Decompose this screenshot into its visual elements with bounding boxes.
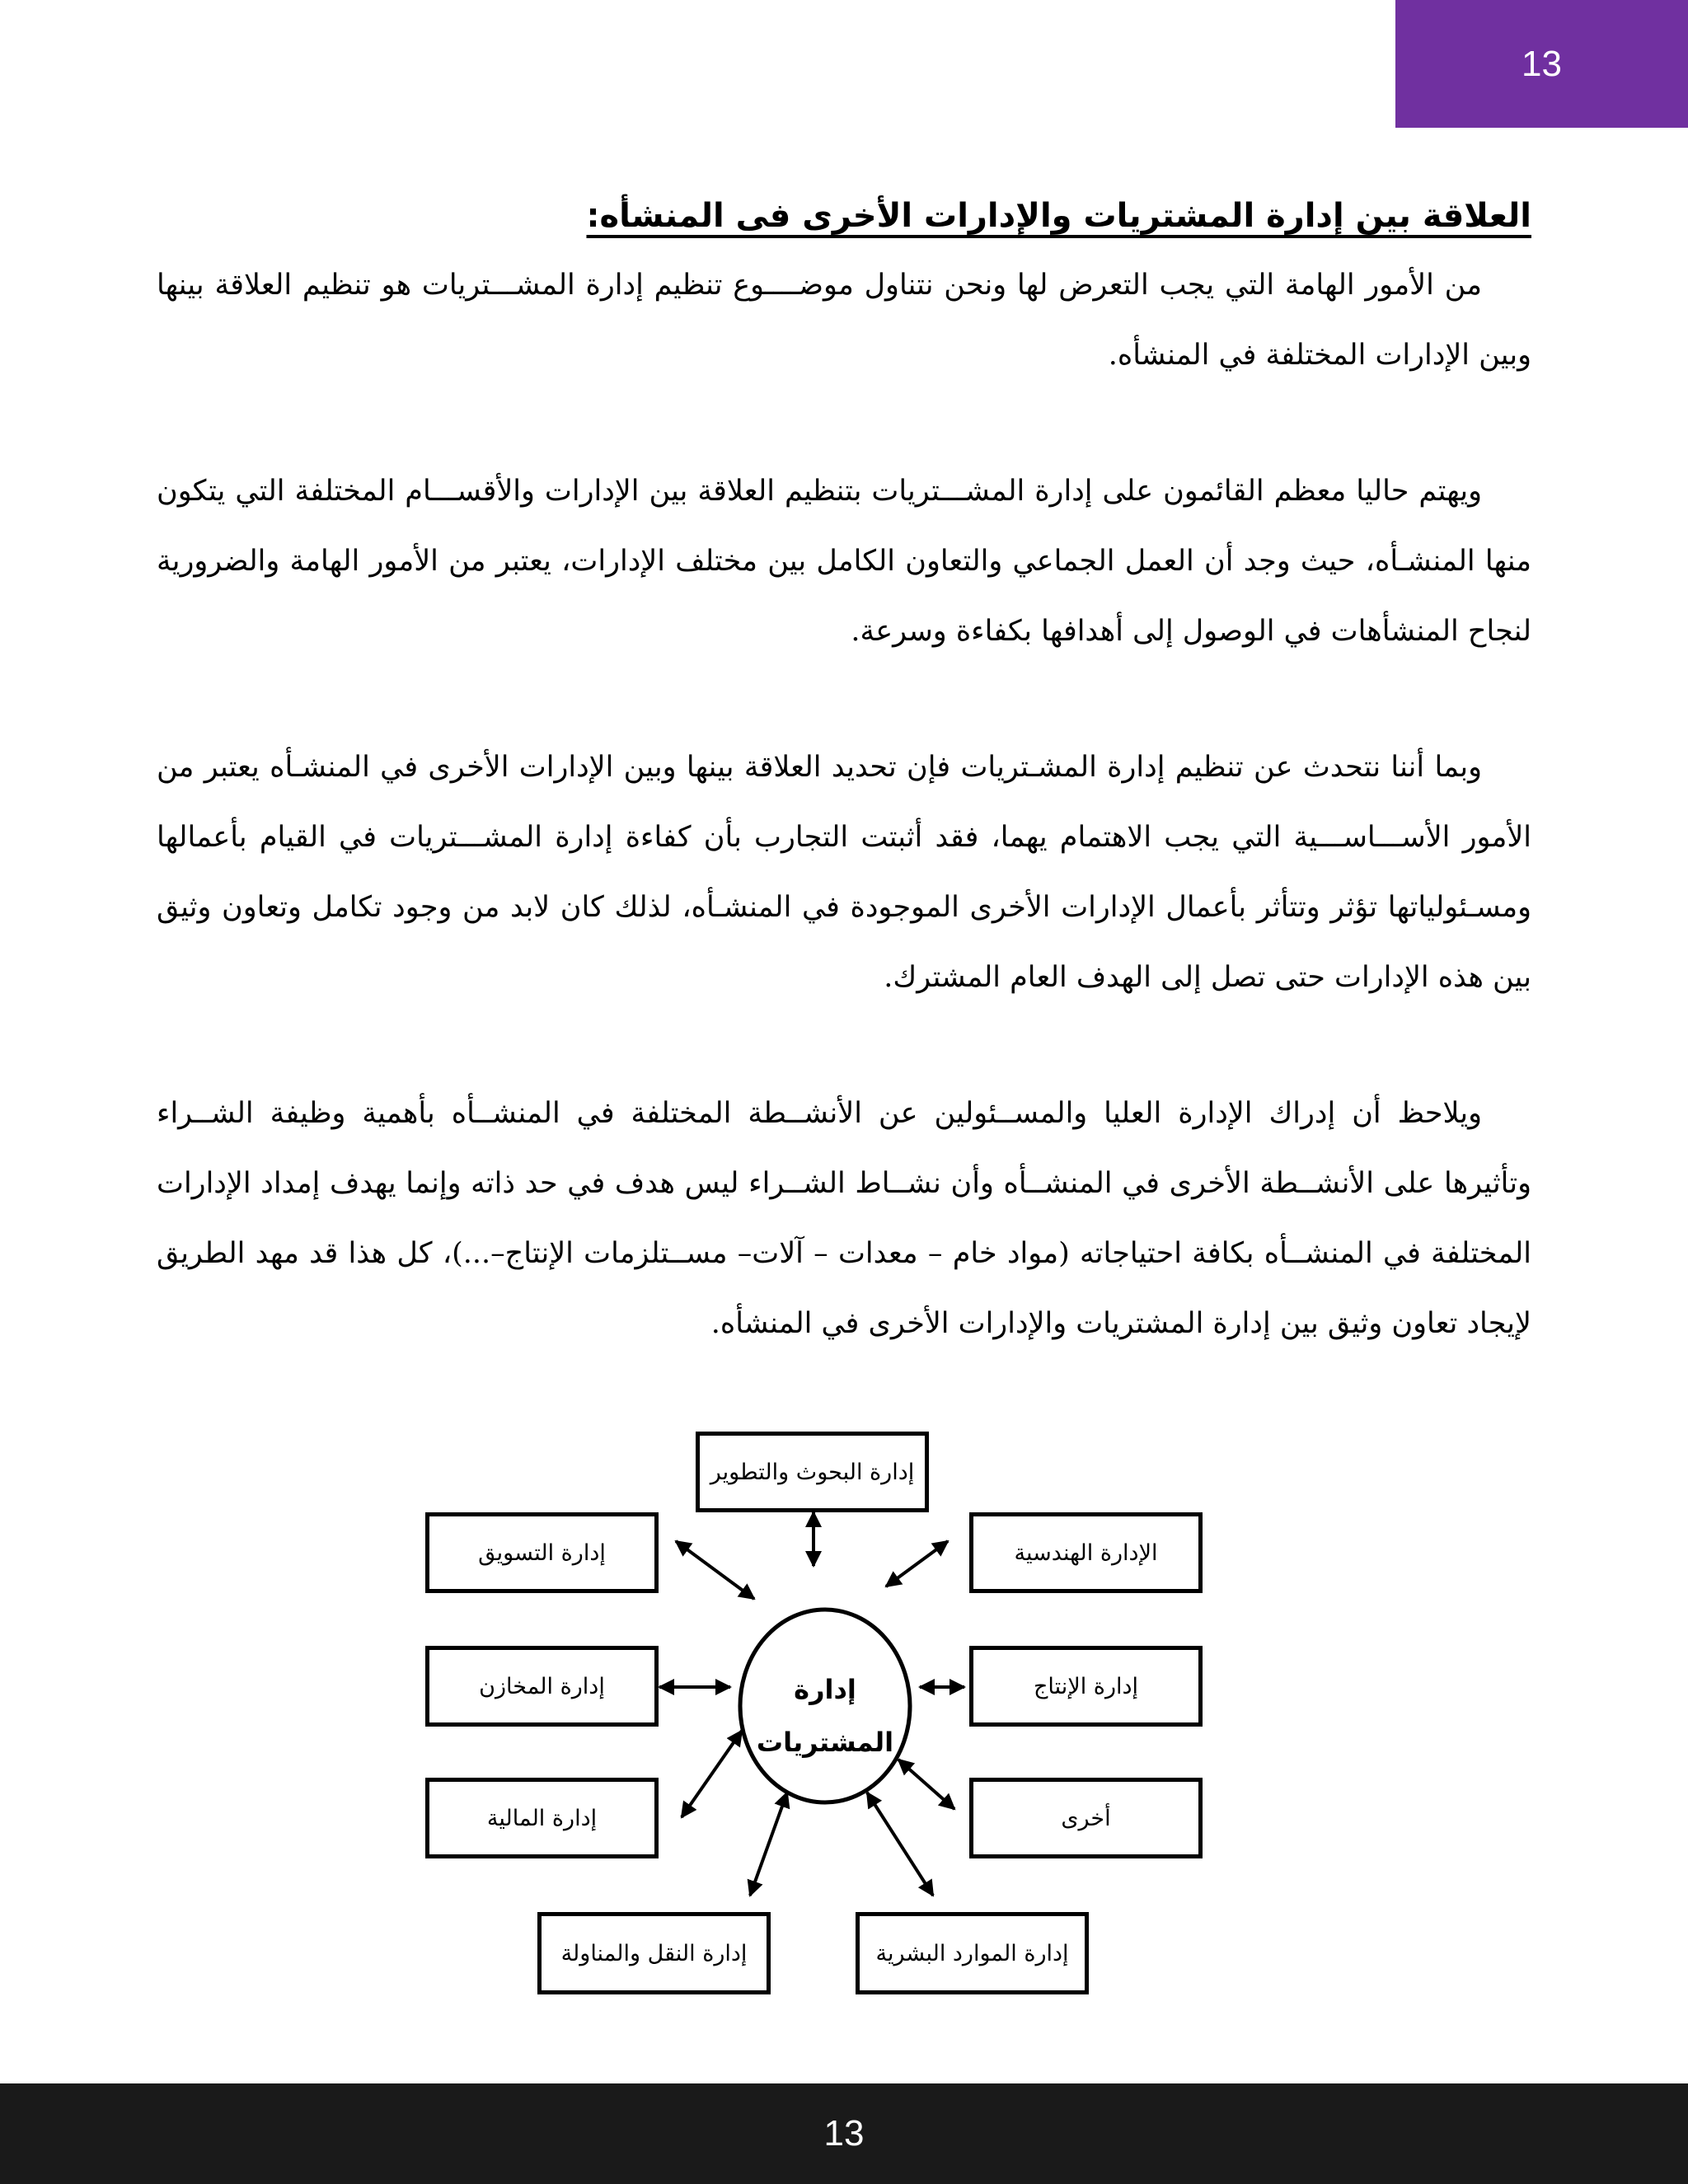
section-heading: العلاقة بين إدارة المشتريات والإدارات الأخرى فى المنشأه: [586,197,1531,235]
page-number-top: 13 [1522,43,1562,84]
box-human-resources: إدارة الموارد البشرية [856,1912,1089,1994]
paragraph-3: وبما أننا نتحدث عن تنظيم إدارة المشـتريات فإن تحديد العلاقة بينها وبين الإدارات الأخرى في المنشـأه يعتبر من الأمور الأســـاســـية التي يجب الاهتمام يهما، فقد أثبتت التجارب بأن كفاءة إدارة المشـــتريات في القيام بأعمالها ومسـئولياتها تؤثر وتتأثر بأعمال الإدارات الأخرى الموجودة في المنشـأه، لذلك كان لابد من وجود تكامل وتعاون وثيق بين هذه الإدارات حتى تصل إلى الهدف العام المشترك. [157,751,1532,994]
box-finance: إدارة المالية [425,1778,659,1858]
paragraph-2: ويهتم حاليا معظم القائمون على إدارة المشـــتريات بتنظيم العلاقة بين الإدارات والأقســـام المختلفة التي يتكون منها المنشـأه، حيث وجد أن العمل الجماعي والتعاون الكامل بين مختلف الإدارات، يعتبر من الأمور الهامة والضرورية لنجاح المنشأهات في الوصول إلى أهدافها بكفاءة وسرعة. [157,475,1531,648]
document-body [157,191,1531,1359]
box-other: أخرى [969,1778,1203,1858]
arrow-finance [682,1731,742,1817]
center-label [738,1621,912,1811]
page-number-bottom: 13 [823,2113,865,2154]
center-label-line1: إدارة [794,1674,856,1705]
paragraph-1: من الأمور الهامة التي يجب التعرض لها ونحن نتناول موضــــوع تنظيم إدارة المشـــتريات هو تنظيم العلاقة بينها وبين الإدارات المختلفة في المنشأه. [157,269,1531,372]
page-number-badge [1395,0,1688,128]
box-transport-handling: إدارة النقل والمناولة [537,1912,771,1994]
paragraph-4: ويلاحظ أن إدراك الإدارة العليا والمســئولين عن الأنشــطة المختلفة في المنشــأه بأهمية وظيفة الشــراء وتأثيرها على الأنشــطة الأخرى في المنشــأه وأن نشــاط الشــراء ليس هدف في حد ذاته وإنما يهدف إمداد الإدارات المختلفة في المنشــأه بكافة احتياجاته (مواد خام – معدات – آلات– مســتلزمات الإنتاج–...)، كل هذا قد مهد الطريق لإيجاد تعاون وثيق بين إدارة المشتريات والإدارات الأخرى في المنشأه. [157,1097,1531,1340]
footer-bar [0,2083,1688,2184]
arrow-marketing [676,1541,754,1599]
box-engineering: الإدارة الهندسية [969,1512,1203,1593]
purchasing-relations-diagram [420,1430,1203,1999]
box-marketing: إدارة التسويق [425,1512,659,1593]
box-warehouses: إدارة المخازن [425,1646,659,1727]
center-label-line2: المشتريات [756,1727,894,1758]
box-production: إدارة الإنتاج [969,1646,1203,1727]
arrow-engineering [886,1541,948,1586]
box-research-development: إدارة البحوث والتطوير [696,1432,929,1512]
